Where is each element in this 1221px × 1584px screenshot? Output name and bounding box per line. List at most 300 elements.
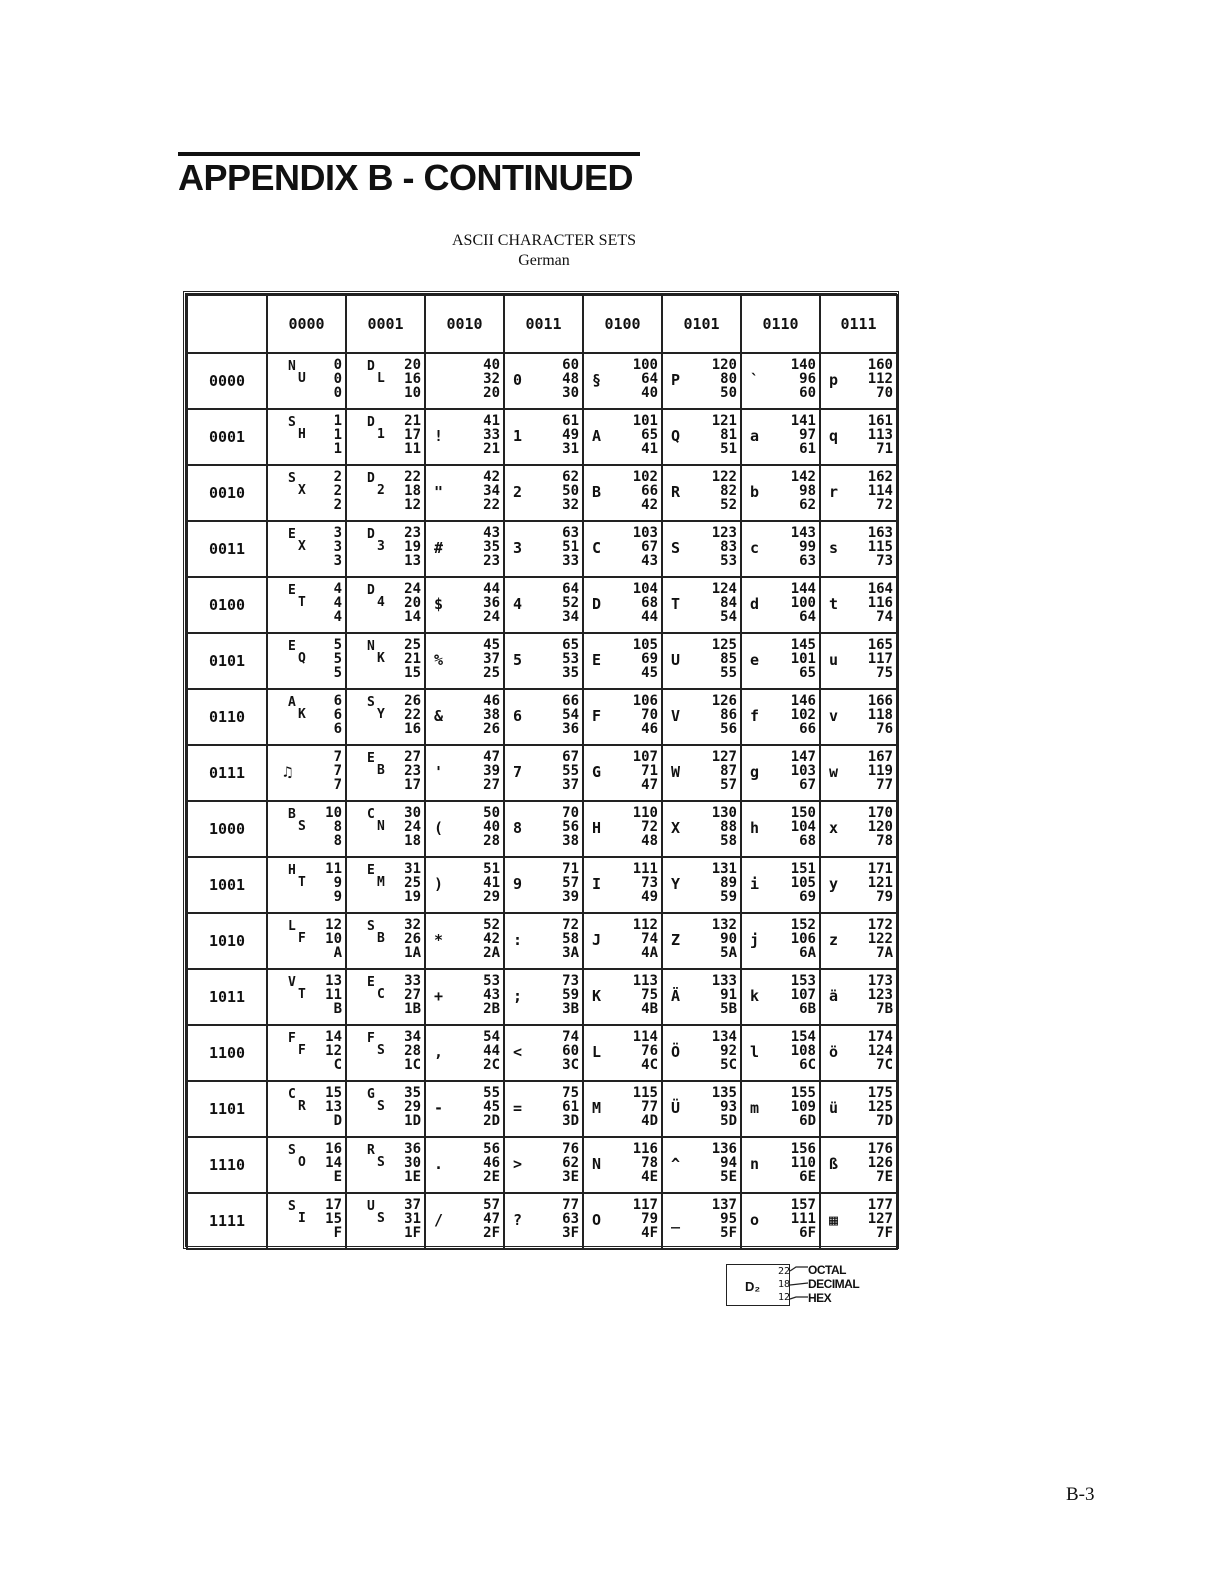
character-glyph: W [671, 763, 681, 781]
control-code-first: R [367, 1143, 375, 1158]
hex-value: 22 [483, 497, 500, 513]
character-glyph: K [592, 987, 602, 1005]
decimal-value: 51 [562, 539, 579, 555]
hex-value: E [333, 1169, 342, 1185]
octal-value: 51 [483, 861, 500, 877]
code-values [791, 1198, 816, 1240]
hex-value: 5B [720, 1001, 737, 1017]
hex-value: 7E [876, 1169, 893, 1185]
row-header: 0111 [187, 745, 267, 801]
code-values [633, 358, 658, 400]
table-row [187, 577, 897, 633]
code-values [633, 1198, 658, 1240]
octal-value: 11 [325, 861, 342, 877]
hex-value: 2E [483, 1169, 500, 1185]
character-glyph: d [750, 595, 760, 613]
octal-value: 67 [562, 749, 579, 765]
char-cell [504, 409, 583, 465]
table-row [187, 1025, 897, 1081]
char-cell [741, 1081, 820, 1137]
control-code-second: R [298, 1099, 306, 1114]
char-cell [741, 521, 820, 577]
column-header: 0110 [741, 295, 820, 353]
hex-value: 1F [404, 1225, 421, 1241]
decimal-value: 61 [562, 1099, 579, 1115]
table-row [187, 633, 897, 689]
character-glyph: R [671, 483, 681, 501]
decimal-value: 33 [483, 427, 500, 443]
char-cell [504, 801, 583, 857]
char-cell [662, 409, 741, 465]
character-glyph: Ä [671, 987, 681, 1005]
octal-value: 20 [404, 357, 421, 373]
decimal-value: 116 [867, 595, 893, 611]
char-cell [741, 1025, 820, 1081]
hex-value: 21 [483, 441, 500, 457]
decimal-value: 46 [483, 1155, 500, 1171]
decimal-value: 101 [790, 651, 816, 667]
octal-value: 22 [404, 469, 421, 485]
octal-value: 113 [632, 973, 658, 989]
character-glyph: L [592, 1043, 602, 1061]
decimal-value: 6 [333, 707, 342, 723]
octal-value: 21 [404, 413, 421, 429]
decimal-value: 84 [720, 595, 737, 611]
control-code-second: 3 [377, 539, 385, 554]
code-values [483, 582, 500, 624]
hex-value: 3C [562, 1057, 579, 1073]
character-glyph: c [750, 539, 760, 557]
code-values [633, 582, 658, 624]
octal-value: 60 [562, 357, 579, 373]
hex-value: 4B [641, 1001, 658, 1017]
decimal-value: 117 [867, 651, 893, 667]
code-values [712, 526, 737, 568]
column-header: 0111 [820, 295, 897, 353]
code-values [712, 974, 737, 1016]
control-code-first: S [288, 1199, 296, 1214]
octal-value: 154 [790, 1029, 816, 1045]
decimal-value: 62 [562, 1155, 579, 1171]
row-header: 1000 [187, 801, 267, 857]
character-glyph: M [592, 1099, 602, 1117]
hex-value: 2A [483, 945, 500, 961]
legend-label-decimal: DECIMAL [808, 1277, 860, 1291]
code-values [404, 862, 421, 904]
character-glyph: ä [829, 987, 839, 1005]
decimal-value: 56 [562, 819, 579, 835]
code-values [325, 1142, 342, 1184]
character-glyph: ( [434, 819, 444, 837]
character-glyph: 0 [513, 371, 523, 389]
character-glyph: 5 [513, 651, 523, 669]
hex-value: 17 [404, 777, 421, 793]
char-cell [346, 465, 425, 521]
hex-value: 2B [483, 1001, 500, 1017]
char-cell [662, 801, 741, 857]
decimal-value: 19 [404, 539, 421, 555]
character-glyph: m [750, 1099, 760, 1117]
octal-value: 151 [790, 861, 816, 877]
hex-value: 37 [562, 777, 579, 793]
character-glyph: Ö [671, 1043, 681, 1061]
octal-value: 56 [483, 1141, 500, 1157]
char-cell [583, 913, 662, 969]
character-glyph: E [592, 651, 602, 669]
character-glyph: h [750, 819, 760, 837]
decimal-value: 29 [404, 1099, 421, 1115]
hex-value: A [333, 945, 342, 961]
character-glyph: ? [513, 1211, 523, 1229]
decimal-value: 4 [333, 595, 342, 611]
control-code-first: B [288, 807, 296, 822]
char-cell [504, 1025, 583, 1081]
char-cell [267, 1137, 346, 1193]
code-values [791, 1142, 816, 1184]
table-row [187, 1193, 897, 1249]
decimal-value: 16 [404, 371, 421, 387]
character-glyph: f [750, 707, 760, 725]
code-values [868, 694, 893, 736]
code-values [633, 1142, 658, 1184]
hex-value: 0 [333, 385, 342, 401]
character-glyph: t [829, 595, 839, 613]
char-cell [583, 521, 662, 577]
table-row [187, 1081, 897, 1137]
decimal-value: 23 [404, 763, 421, 779]
column-header: 0011 [504, 295, 583, 353]
code-values [483, 750, 500, 792]
character-glyph: j [750, 931, 760, 949]
code-values [404, 358, 421, 400]
decimal-value: 53 [562, 651, 579, 667]
octal-value: 150 [790, 805, 816, 821]
table-row [187, 409, 897, 465]
decimal-value: 37 [483, 651, 500, 667]
char-cell [820, 1193, 897, 1249]
hex-value: 57 [720, 777, 737, 793]
code-values [562, 750, 579, 792]
hex-value: 6 [333, 721, 342, 737]
char-cell [583, 857, 662, 913]
octal-value: 155 [790, 1085, 816, 1101]
column-header: 0001 [346, 295, 425, 353]
octal-value: 153 [790, 973, 816, 989]
character-glyph: z [829, 931, 839, 949]
code-values [868, 1086, 893, 1128]
octal-value: 135 [711, 1085, 737, 1101]
hex-value: 44 [641, 609, 658, 625]
decimal-value: 40 [483, 819, 500, 835]
octal-value: 112 [632, 917, 658, 933]
code-values [633, 414, 658, 456]
character-glyph: Z [671, 931, 681, 949]
decimal-value: 18 [404, 483, 421, 499]
code-values [791, 806, 816, 848]
decimal-value: 67 [641, 539, 658, 555]
hex-value: 1E [404, 1169, 421, 1185]
decimal-value: 69 [641, 651, 658, 667]
char-cell [820, 913, 897, 969]
decimal-value: 24 [404, 819, 421, 835]
hex-value: 1C [404, 1057, 421, 1073]
char-cell [662, 1137, 741, 1193]
char-cell [425, 969, 504, 1025]
hex-value: 20 [483, 385, 500, 401]
octal-value: 102 [632, 469, 658, 485]
character-glyph: < [513, 1043, 523, 1061]
character-glyph: ; [513, 987, 523, 1005]
char-cell [820, 857, 897, 913]
hex-value: 71 [876, 441, 893, 457]
code-values [483, 1086, 500, 1128]
character-glyph: 4 [513, 595, 523, 613]
hex-value: 4E [641, 1169, 658, 1185]
hex-value: 35 [562, 665, 579, 681]
hex-value: 63 [799, 553, 816, 569]
hex-value: 6D [799, 1113, 816, 1129]
char-cell [741, 633, 820, 689]
table-row [187, 689, 897, 745]
char-cell [583, 1193, 662, 1249]
hex-value: 47 [641, 777, 658, 793]
code-values [633, 862, 658, 904]
character-glyph: ` [750, 371, 760, 389]
octal-value: 73 [562, 973, 579, 989]
hex-value: 12 [404, 497, 421, 513]
character-glyph: ♫ [282, 763, 293, 781]
control-code-second: 1 [377, 427, 385, 442]
character-glyph: * [434, 931, 444, 949]
column-header: 0100 [583, 295, 662, 353]
table-row [187, 465, 897, 521]
octal-value: 124 [711, 581, 737, 597]
code-values [562, 1086, 579, 1128]
char-cell [583, 465, 662, 521]
char-cell [425, 801, 504, 857]
decimal-value: 39 [483, 763, 500, 779]
octal-value: 117 [632, 1197, 658, 1213]
code-values [712, 1142, 737, 1184]
char-cell [267, 801, 346, 857]
char-cell [662, 1193, 741, 1249]
octal-value: 72 [562, 917, 579, 933]
char-cell [820, 1025, 897, 1081]
character-glyph: T [671, 595, 681, 613]
control-code-first: E [367, 975, 375, 990]
code-values [404, 582, 421, 624]
hex-value: 68 [799, 833, 816, 849]
decimal-value: 7 [333, 763, 342, 779]
decimal-value: 35 [483, 539, 500, 555]
decimal-value: 92 [720, 1043, 737, 1059]
code-values [633, 918, 658, 960]
hex-value: D [333, 1113, 342, 1129]
control-code-first: F [288, 1031, 296, 1046]
octal-value: 126 [711, 693, 737, 709]
decimal-value: 5 [333, 651, 342, 667]
hex-value: 24 [483, 609, 500, 625]
control-code-first: S [288, 415, 296, 430]
table-row [187, 745, 897, 801]
char-cell [741, 913, 820, 969]
decimal-value: 59 [562, 987, 579, 1003]
code-values [404, 918, 421, 960]
char-cell [662, 745, 741, 801]
char-cell [504, 1081, 583, 1137]
decimal-value: 90 [720, 931, 737, 947]
decimal-value: 93 [720, 1099, 737, 1115]
header-row [187, 295, 897, 353]
decimal-value: 77 [641, 1099, 658, 1115]
hex-value: 10 [404, 385, 421, 401]
code-values [791, 974, 816, 1016]
char-cell [820, 801, 897, 857]
octal-value: 105 [632, 637, 658, 653]
char-cell [741, 465, 820, 521]
decimal-value: 36 [483, 595, 500, 611]
char-cell [346, 633, 425, 689]
octal-value: 5 [333, 637, 342, 653]
decimal-value: 2 [333, 483, 342, 499]
octal-value: 136 [711, 1141, 737, 1157]
hex-value: 34 [562, 609, 579, 625]
decimal-value: 32 [483, 371, 500, 387]
control-code-second: H [298, 427, 306, 442]
hex-value: 48 [641, 833, 658, 849]
control-code-first: E [367, 863, 375, 878]
hex-value: 5A [720, 945, 737, 961]
char-cell [267, 689, 346, 745]
hex-value: 7A [876, 945, 893, 961]
octal-value: 167 [867, 749, 893, 765]
decimal-value: 43 [483, 987, 500, 1003]
char-cell [662, 913, 741, 969]
code-values [633, 1030, 658, 1072]
character-glyph: y [829, 875, 839, 893]
hex-value: 76 [876, 721, 893, 737]
octal-value: 44 [483, 581, 500, 597]
hex-value: 18 [404, 833, 421, 849]
octal-value: 13 [325, 973, 342, 989]
hex-value: 7B [876, 1001, 893, 1017]
hex-value: 7D [876, 1113, 893, 1129]
octal-value: 134 [711, 1029, 737, 1045]
code-values [791, 414, 816, 456]
code-values [404, 974, 421, 1016]
hex-value: 52 [720, 497, 737, 513]
hex-value: 56 [720, 721, 737, 737]
octal-value: 106 [632, 693, 658, 709]
hex-value: 1 [333, 441, 342, 457]
char-cell [425, 465, 504, 521]
char-cell [583, 577, 662, 633]
hex-value: 4C [641, 1057, 658, 1073]
octal-value: 40 [483, 357, 500, 373]
decimal-value: 22 [404, 707, 421, 723]
code-values [791, 526, 816, 568]
octal-value: 122 [711, 469, 737, 485]
control-code-second: X [298, 539, 306, 554]
octal-value: 130 [711, 805, 737, 821]
hex-value: 5 [333, 665, 342, 681]
hex-value: 6B [799, 1001, 816, 1017]
decimal-value: 107 [790, 987, 816, 1003]
hex-value: 19 [404, 889, 421, 905]
control-code-first: C [367, 807, 375, 822]
octal-value: 110 [632, 805, 658, 821]
character-glyph: 9 [513, 875, 523, 893]
character-glyph: I [592, 875, 602, 893]
octal-value: 143 [790, 525, 816, 541]
char-cell [741, 689, 820, 745]
hex-value: 7F [876, 1225, 893, 1241]
char-cell [504, 913, 583, 969]
decimal-value: 55 [562, 763, 579, 779]
hex-value: 14 [404, 609, 421, 625]
row-header: 1011 [187, 969, 267, 1025]
hex-value: 73 [876, 553, 893, 569]
decimal-value: 99 [799, 539, 816, 555]
octal-value: 125 [711, 637, 737, 653]
hex-value: 7 [333, 777, 342, 793]
char-cell [346, 1081, 425, 1137]
char-cell [346, 969, 425, 1025]
octal-value: 101 [632, 413, 658, 429]
row-header: 0100 [187, 577, 267, 633]
octal-value: 177 [867, 1197, 893, 1213]
code-values [562, 414, 579, 456]
decimal-value: 17 [404, 427, 421, 443]
character-glyph: > [513, 1155, 523, 1173]
octal-value: 27 [404, 749, 421, 765]
table-row [187, 857, 897, 913]
char-cell [583, 801, 662, 857]
char-cell [425, 1025, 504, 1081]
decimal-value: 83 [720, 539, 737, 555]
char-cell [741, 353, 820, 409]
hex-value: 33 [562, 553, 579, 569]
code-values [325, 1198, 342, 1240]
control-code-second: S [377, 1043, 385, 1058]
code-values [712, 694, 737, 736]
octal-value: 75 [562, 1085, 579, 1101]
char-cell [662, 633, 741, 689]
char-cell [267, 465, 346, 521]
code-values [404, 1198, 421, 1240]
decimal-value: 127 [867, 1211, 893, 1227]
octal-value: 173 [867, 973, 893, 989]
char-cell [820, 969, 897, 1025]
char-cell [662, 577, 741, 633]
decimal-value: 109 [790, 1099, 816, 1115]
char-cell [346, 577, 425, 633]
hex-value: 6F [799, 1225, 816, 1241]
hex-value: 49 [641, 889, 658, 905]
control-code-first: D [367, 415, 375, 430]
legend-octal-value: 22 [777, 1266, 790, 1277]
char-cell [346, 1193, 425, 1249]
code-values [404, 1030, 421, 1072]
control-code-first: E [367, 751, 375, 766]
decimal-value: 80 [720, 371, 737, 387]
char-cell [583, 1137, 662, 1193]
control-code-second: T [298, 595, 306, 610]
character-glyph: : [513, 931, 523, 949]
character-glyph: r [829, 483, 839, 501]
char-cell [583, 633, 662, 689]
hex-value: 40 [641, 385, 658, 401]
